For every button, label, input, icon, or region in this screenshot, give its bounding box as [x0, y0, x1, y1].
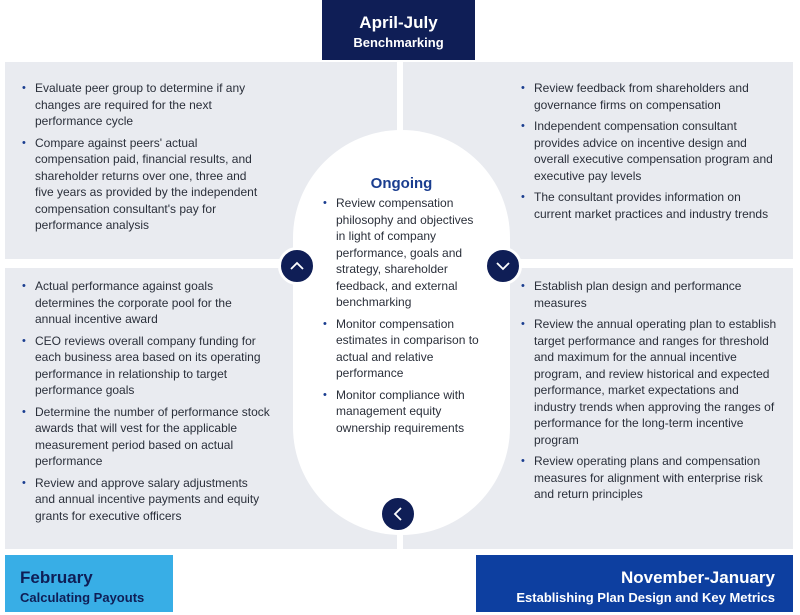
list-item: • Monitor compliance with management equity ownership requirements	[321, 387, 481, 437]
ongoing-title: Ongoing	[370, 175, 433, 192]
list-item: • Compare against peers' actual compensation paid, financial results, and shareholder returns over one, three and five years as provided by the independent compensation consultant's pay for performance analysis	[20, 135, 260, 234]
top-left-list	[20, 80, 260, 239]
phase-november-january-subtitle: Establishing Plan Design and Key Metrics	[516, 590, 775, 605]
list-item: • Actual performance against goals determines the corporate pool for the annual incentive award	[20, 278, 270, 328]
list-item: • Review operating plans and compensation measures for alignment with enterprise risk and return principles	[519, 453, 781, 503]
phase-november-january-title: November-January	[620, 568, 775, 587]
phase-april-july-subtitle: Benchmarking	[353, 35, 444, 50]
chevron-left-icon	[390, 506, 406, 522]
phase-february-title: February	[20, 568, 93, 587]
list-item: • Establish plan design and performance measures	[519, 278, 781, 311]
phase-april-july-title: April-July	[359, 13, 438, 32]
phase-february-subtitle: Calculating Payouts	[20, 590, 145, 605]
list-item: • Review the annual operating plan to establish target performance and ranges for threshold and maximum for the annual incentive program, and review historical and expected performance, market expectations and industry trends when approving the ranges of performance for the long-term incentive program	[519, 316, 781, 448]
list-item: • Review and approve salary adjustments and annual incentive payments and equity grants for executive officers	[20, 475, 270, 525]
chevron-down-icon	[495, 258, 511, 274]
chevron-up-icon	[289, 258, 305, 274]
phase-november-january	[476, 555, 793, 612]
list-item: • The consultant provides information on current market practices and industry trends	[519, 189, 781, 222]
chevron-up-button	[278, 247, 316, 285]
bottom-left-list	[20, 278, 270, 529]
list-item: • Review feedback from shareholders and governance firms on compensation	[519, 80, 781, 113]
bottom-right-list	[519, 278, 781, 508]
list-item: • CEO reviews overall company funding for each business area based on its operating performance in relationship to target performance goals	[20, 333, 270, 399]
chevron-left-button	[379, 495, 417, 533]
list-item: • Review compensation philosophy and objectives in light of company performance, goals and strategy, shareholder feedback, and external benchmarking	[321, 195, 481, 311]
phase-february	[5, 555, 173, 612]
phase-april-july	[322, 0, 475, 60]
ongoing-list	[321, 195, 481, 441]
list-item: • Monitor compensation estimates in comparison to actual and relative performance	[321, 316, 481, 382]
list-item: • Determine the number of performance stock awards that will vest for the applicable measurement period based on actual performance	[20, 404, 270, 470]
list-item: • Independent compensation consultant provides advice on incentive design and overall executive compensation program and executive pay levels	[519, 118, 781, 184]
list-item: • Evaluate peer group to determine if any changes are required for the next performance cycle	[20, 80, 260, 130]
top-right-list	[519, 80, 781, 227]
chevron-down-button	[484, 247, 522, 285]
